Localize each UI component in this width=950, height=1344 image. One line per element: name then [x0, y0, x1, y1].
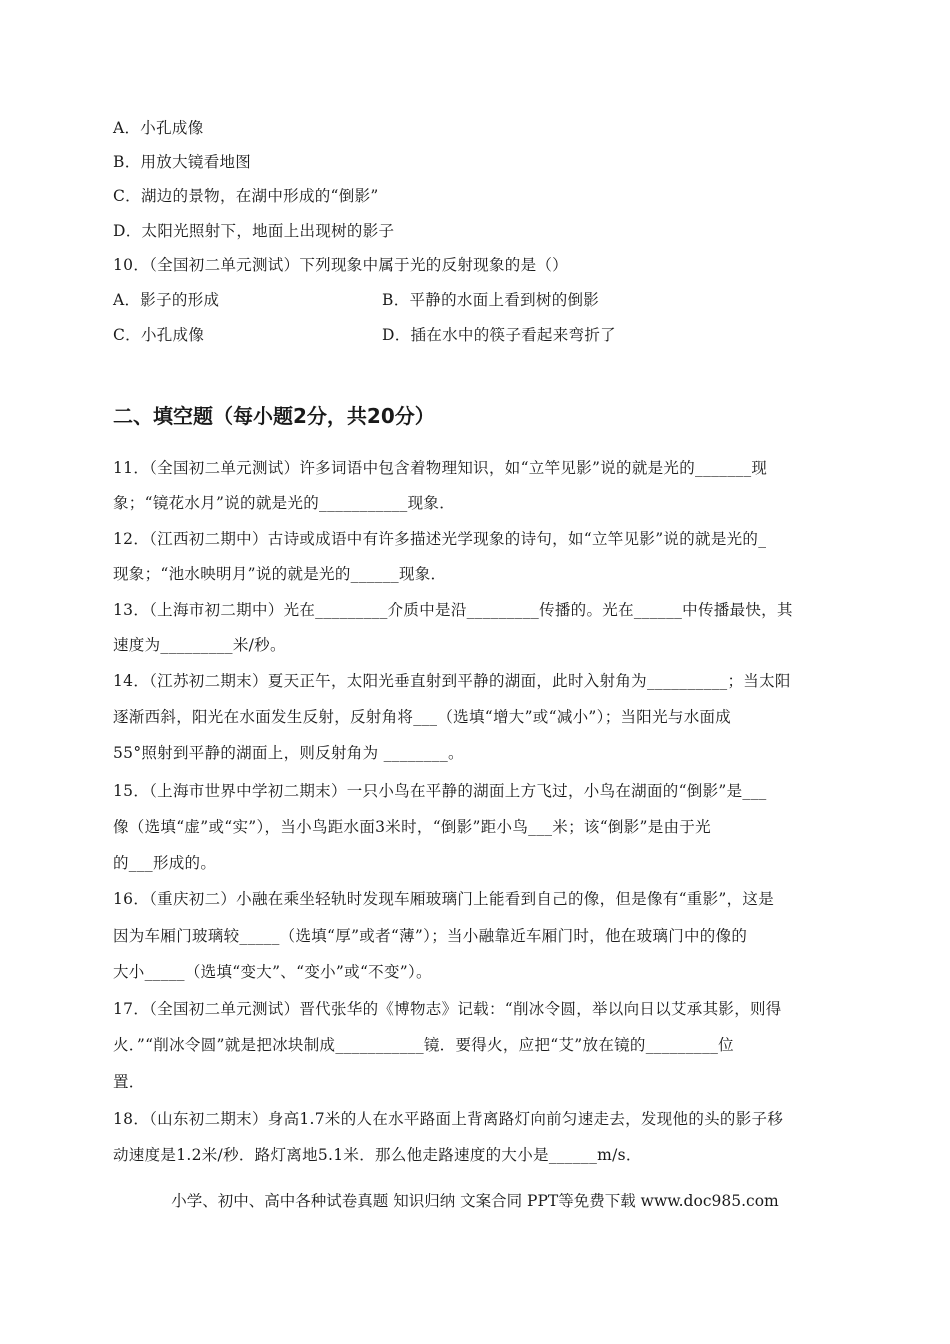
- q14-line-3: 55°照射到平静的湖面上，则反射角为 ________。: [113, 744, 464, 762]
- q18-line-2: 动速度是1.2米/秒．路灯离地5.1米．那么他走路速度的大小是______m/s．: [113, 1146, 642, 1164]
- q14-line-1: 14．（江苏初二期末）夏天正午，太阳光垂直射到平静的湖面，此时入射角为__________；当太阳: [113, 672, 791, 690]
- q15-line-3: 的___形成的。: [113, 854, 217, 872]
- q16-line-2: 因为车厢门玻璃较_____（选填“厚”或者“薄”）；当小融靠近车厢门时，他在玻璃门中的像的: [113, 927, 748, 945]
- q16-line-3: 大小_____（选填“变大”、“变小”或“不变”）。: [113, 963, 432, 981]
- q10-option-b: B．平静的水面上看到树的倒影: [382, 291, 600, 309]
- q13-line-2: 速度为_________米/秒。: [113, 636, 286, 654]
- q9-option-c: C．湖边的景物，在湖中形成的“倒影”: [113, 187, 379, 205]
- q15-line-2: 像（选填“虚”或“实”），当小鸟距水面3米时，“倒影”距小鸟___米；该“倒影”是由于光: [113, 818, 711, 836]
- q17-line-2: 火．”“削冰令圆”就是把冰块制成___________镜．要得火，应把“艾”放在镜的_________位: [113, 1036, 734, 1054]
- page-footer: 小学、初中、高中各种试卷真题 知识归纳 文案合同 PPT等免费下载 www.doc985.com: [171, 1192, 779, 1210]
- q16-line-1: 16．（重庆初二）小融在乘坐轻轨时发现车厢玻璃门上能看到自己的像，但是像有“重影”，这是: [113, 890, 775, 908]
- q10-option-a: A．影子的形成: [113, 291, 220, 309]
- q18-line-1: 18．（山东初二期末）身高1.7米的人在水平路面上背离路灯向前匀速走去，发现他的头的影子移: [113, 1110, 784, 1128]
- q15-line-1: 15．（上海市世界中学初二期末）一只小鸟在平静的湖面上方飞过，小鸟在湖面的“倒影”是___: [113, 782, 767, 800]
- section-title: 二、填空题（每小题2分，共20分）: [113, 404, 435, 428]
- q14-line-2: 逐渐西斜，阳光在水面发生反射，反射角将___（选填“增大”或“减小”）；当阳光与水面成: [113, 708, 732, 726]
- q17-line-1: 17．（全国初二单元测试）晋代张华的《博物志》记载：“削冰令圆，举以向日以艾承其影，则得: [113, 1000, 782, 1018]
- q9-option-d: D．太阳光照射下，地面上出现树的影子: [113, 222, 395, 240]
- q9-option-a: A．小孔成像: [113, 119, 204, 137]
- q17-line-3: 置．: [113, 1073, 145, 1091]
- q11-line-2: 象；“镜花水月”说的就是光的___________现象．: [113, 494, 455, 512]
- q12-line-2: 现象；“池水映明月”说的就是光的______现象．: [113, 565, 447, 583]
- q10-stem: 10．（全国初二单元测试）下列现象中属于光的反射现象的是（）: [113, 256, 568, 274]
- q12-line-1: 12．（江西初二期中）古诗或成语中有许多描述光学现象的诗句，如“立竿见影”说的就是光的_: [113, 530, 767, 548]
- q10-option-c: C．小孔成像: [113, 326, 205, 344]
- q13-line-1: 13．（上海市初二期中）光在_________介质中是沿_________传播的。光在______中传播最快，其: [113, 601, 793, 619]
- q10-option-d: D．插在水中的筷子看起来弯折了: [382, 326, 616, 344]
- q11-line-1: 11．（全国初二单元测试）许多词语中包含着物理知识，如“立竿见影”说的就是光的_______现: [113, 459, 768, 477]
- q9-option-b: B．用放大镜看地图: [113, 153, 252, 171]
